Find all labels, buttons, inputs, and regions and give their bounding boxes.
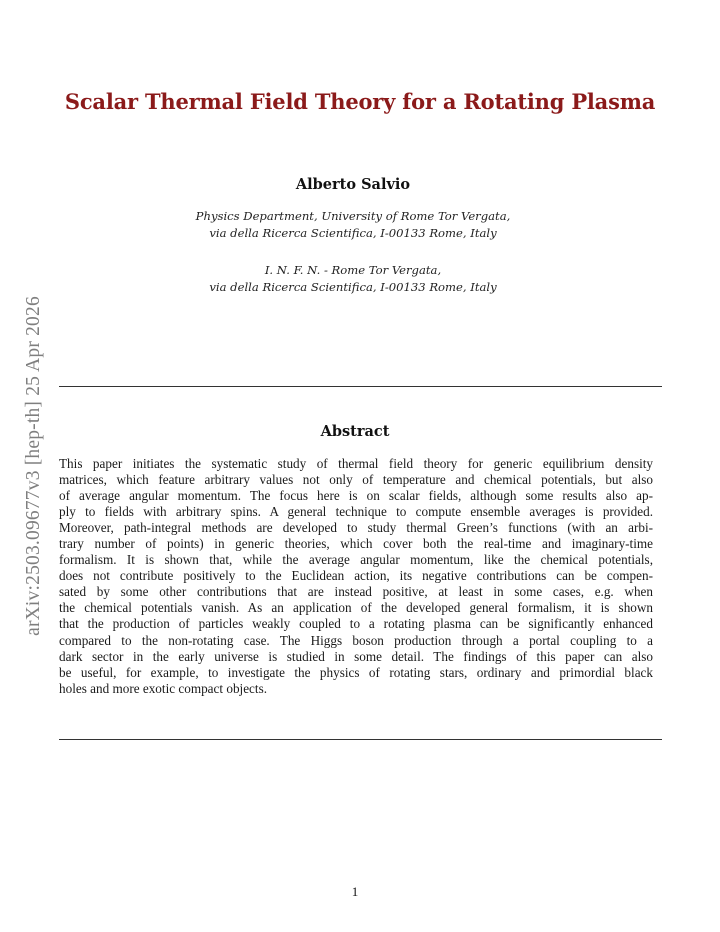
affiliation-2: [0, 262, 706, 295]
abstract-line: Moreover, path-integral methods are developed to study thermal Green’s functions (with an arbi-: [59, 520, 653, 536]
affiliation-1-line-2: via della Ricerca Scientifica, I-00133 Rome, Italy: [209, 225, 497, 240]
paper-title: Scalar Thermal Field Theory for a Rotating Plasma: [64, 89, 656, 114]
affiliation-1-line-1: Physics Department, University of Rome Tor Vergata,: [195, 209, 511, 223]
bottom-horizontal-rule: [59, 739, 662, 740]
abstract-line: does not contribute positively to the Euclidean action, its negative contributions can be compen-: [59, 568, 653, 584]
abstract-line: that the production of particles weakly coupled to a rotating plasma can be significantly enhanced: [59, 616, 653, 632]
abstract-line: formalism. It is shown that, while the average angular momentum, like the chemical potentials,: [59, 552, 653, 568]
page-number: 1: [351, 884, 359, 899]
author-name: Alberto Salvio: [295, 176, 411, 193]
top-horizontal-rule: [59, 386, 662, 387]
abstract-line: compared to the non-rotating case. The Higgs boson production through a portal coupling to a: [59, 632, 653, 648]
abstract-line: trary number of points) in generic theories, which cover both the real-time and imaginary-time: [59, 536, 653, 552]
abstract-line: ply to fields with arbitrary spins. A general technique to compute ensemble averages is provided.: [59, 504, 653, 520]
abstract-line: holes and more exotic compact objects.: [59, 680, 267, 696]
affiliation-2-line-1: I. N. F. N. - Rome Tor Vergata,: [264, 263, 442, 277]
abstract-line: This paper initiates the systematic study of thermal field theory for generic equilibrium density: [59, 456, 653, 471]
affiliation-2-line-2: via della Ricerca Scientifica, I-00133 Rome, Italy: [209, 279, 497, 294]
abstract-body: [59, 456, 653, 697]
abstract-line: of average angular momentum. The focus here is on scalar fields, although some results also ap-: [59, 488, 653, 504]
abstract-line: be useful, for example, to investigate the physics of rotating stars, ordinary and primordial black: [59, 664, 653, 680]
arxiv-identifier: arXiv:2503.09677v3 [hep-th] 25 Apr 2026: [23, 296, 44, 636]
abstract-line: the chemical potentials vanish. As an application of the developed general formalism, it is shown: [59, 600, 653, 616]
abstract-line: sated by some other contributions that are instead positive, at least in some cases, e.g. when: [59, 584, 653, 600]
abstract-line: dark sector in the early universe is studied in some detail. The findings of this paper can also: [59, 648, 653, 664]
abstract-line: matrices, which feature arbitrary values not only of temperature and chemical potentials, but also: [59, 472, 653, 488]
abstract-heading: Abstract: [320, 423, 390, 440]
affiliation-1: [0, 208, 706, 241]
